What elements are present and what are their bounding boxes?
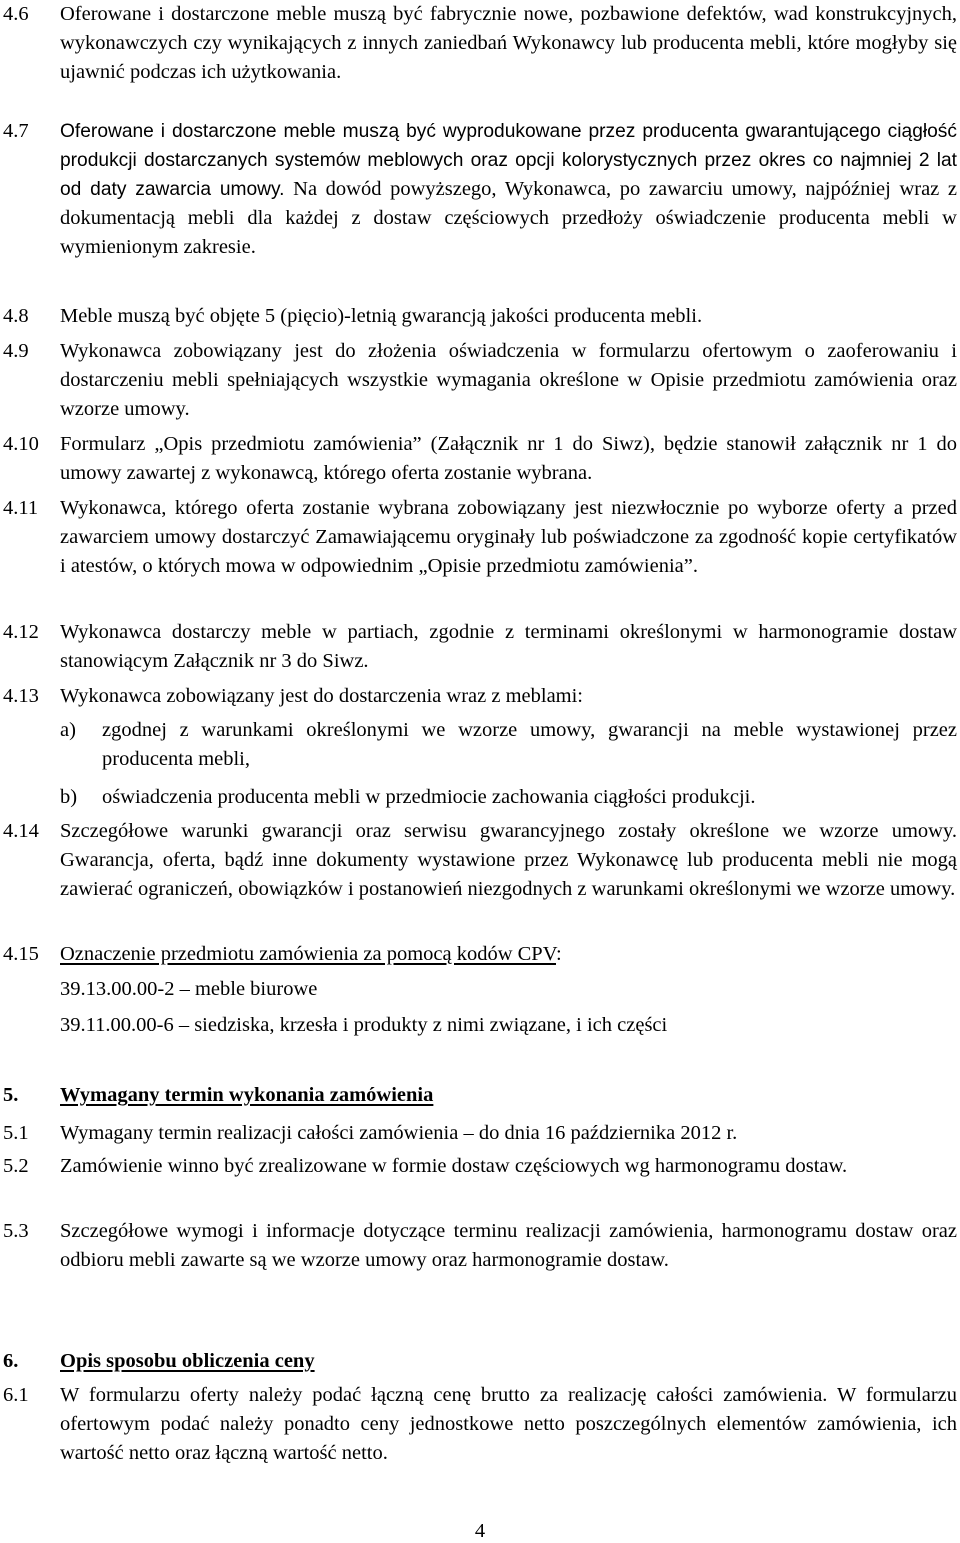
clause-number: 4.6 (3, 3, 29, 25)
clause-number: 4.9 (3, 340, 29, 362)
clause-text: Wykonawca zobowiązany jest do złożenia oświadczenia w formularzu ofertowym o zaoferowaniu i dostarczeniu mebli spełniających wszystkie wymagania określone w Opisie przedmiotu zamówienia oraz wzorze umowy. (60, 340, 957, 420)
cpv-code-1: 39.13.00.00-2 – meble biurowe (60, 978, 318, 1000)
section-title-wrap (60, 1347, 957, 1376)
clause-number: 4.15 (3, 943, 39, 965)
clause-text: Oferowane i dostarczone meble muszą być fabrycznie nowe, pozbawione defektów, wad konstrukcyjnych, wykonawczych czy wynikających z innych zaniedbań Wykonawcy lub producenta mebli, które mogłyby się ujawnić podczas ich użytkowania. (60, 3, 957, 83)
clause-number: 5.2 (3, 1155, 29, 1177)
clause-number: 4.12 (3, 621, 39, 643)
point-letter: a) (60, 719, 76, 741)
clause-number: 4.14 (3, 820, 39, 842)
clause-number: 4.10 (3, 433, 39, 455)
clause-text: Wykonawca, którego oferta zostanie wybrana zobowiązany jest niezwłocznie po wyborze oferty a przed zawarciem umowy dostarczyć Zamawiającemu oryginały lub poświadczone za zgodność kopie certyfikatów i atestów, o których mowa w odpowiednim „Opisie przedmiotu zamówienia”. (60, 497, 957, 577)
clause-number: 4.11 (3, 497, 39, 519)
point-letter: b) (60, 786, 78, 808)
cpv-heading-colon: : (556, 943, 562, 965)
section-number: 6. (3, 1350, 19, 1372)
cpv-code-2: 39.11.00.00-6 – siedziska, krzesła i produkty z nimi związane, i ich części (60, 1014, 668, 1036)
section-title: Wymagany termin wykonania zamówienia (60, 1084, 434, 1106)
clause-text: Wykonawca dostarczy meble w partiach, zgodnie z terminami określonymi w harmonogramie dostaw stanowiącym Załącznik nr 3 do Siwz. (60, 621, 957, 672)
cpv-heading: Oznaczenie przedmiotu zamówienia za pomocą kodów CPV (60, 943, 556, 965)
clause-text: Zamówienie winno być zrealizowane w formie dostaw częściowych wg harmonogramu dostaw. (60, 1155, 848, 1177)
clause-text-serif: Na dowód powyższego, Wykonawca, po zawarciu umowy, najpóźniej wraz z dokumentacją mebli dla każdej z dostaw częściowych przedłoży oświadczenie producenta mebli w wymienionym zakresie. (60, 178, 958, 258)
clause-number: 5.3 (3, 1220, 29, 1242)
section-title-wrap (60, 1081, 957, 1110)
clause-text: Wykonawca zobowiązany jest do dostarczenia wraz z meblami: (60, 685, 584, 707)
section-title: Opis sposobu obliczenia ceny (60, 1350, 315, 1372)
clause-text: Formularz „Opis przedmiotu zamówienia” (Załącznik nr 1 do Siwz), będzie stanowił załącznik nr 1 do umowy zawartej z wykonawcą, którego oferta zostanie wybrana. (60, 433, 957, 484)
clause-number: 4.8 (3, 305, 29, 327)
clause-text: Szczegółowe wymogi i informacje dotyczące terminu realizacji zamówienia, harmonogramu dostaw oraz odbioru mebli zawarte są we wzorze umowy oraz harmonogramie dostaw. (60, 1220, 957, 1271)
clause-number: 6.1 (3, 1384, 29, 1406)
clause-text: Szczegółowe warunki gwarancji oraz serwisu gwarancyjnego zostały określone we wzorze umowy. Gwarancja, oferta, bądź inne dokumenty wystawione przez Wykonawcę lub producenta mebli nie mogą zawierać ograniczeń, obowiązków i postanowień niezgodnych z warunkami określonymi we wzorze umowy. (60, 820, 957, 900)
clause-text (60, 117, 957, 262)
clause-text: W formularzu oferty należy podać łączną cenę brutto za realizację całości zamówienia. W formularzu ofertowym podać należy ponadto ceny jednostkowe netto poszczególnych elementów zamówienia, ich wartość netto oraz łączną wartość netto. (60, 1384, 957, 1464)
clause-number: 5.1 (3, 1122, 29, 1144)
clause-text: Wymagany termin realizacji całości zamówienia – do dnia 16 października 2012 r. (60, 1122, 738, 1144)
clause-text (60, 940, 957, 969)
clause-number: 4.7 (3, 120, 29, 142)
point-text: oświadczenia producenta mebli w przedmiocie zachowania ciągłości produkcji. (102, 786, 756, 808)
clause-text: Meble muszą być objęte 5 (pięcio)-letnią gwarancją jakości producenta mebli. (60, 305, 703, 327)
clause-number: 4.13 (3, 685, 39, 707)
page-number: 4 (474, 1520, 486, 1542)
clause-text-sans: Oferowane i dostarczone meble muszą być wyprodukowane przez producenta gwarantującego ciągłość produkcji dostarczanych systemów meblowych oraz opcji kolorystycznych przez okres co najmniej 2 lat od daty zawarcia umowy. (60, 121, 957, 200)
point-text: zgodnej z warunkami określonymi we wzorze umowy, gwarancji na meble wystawionej przez producenta mebli, (102, 719, 957, 770)
section-number: 5. (3, 1084, 19, 1106)
